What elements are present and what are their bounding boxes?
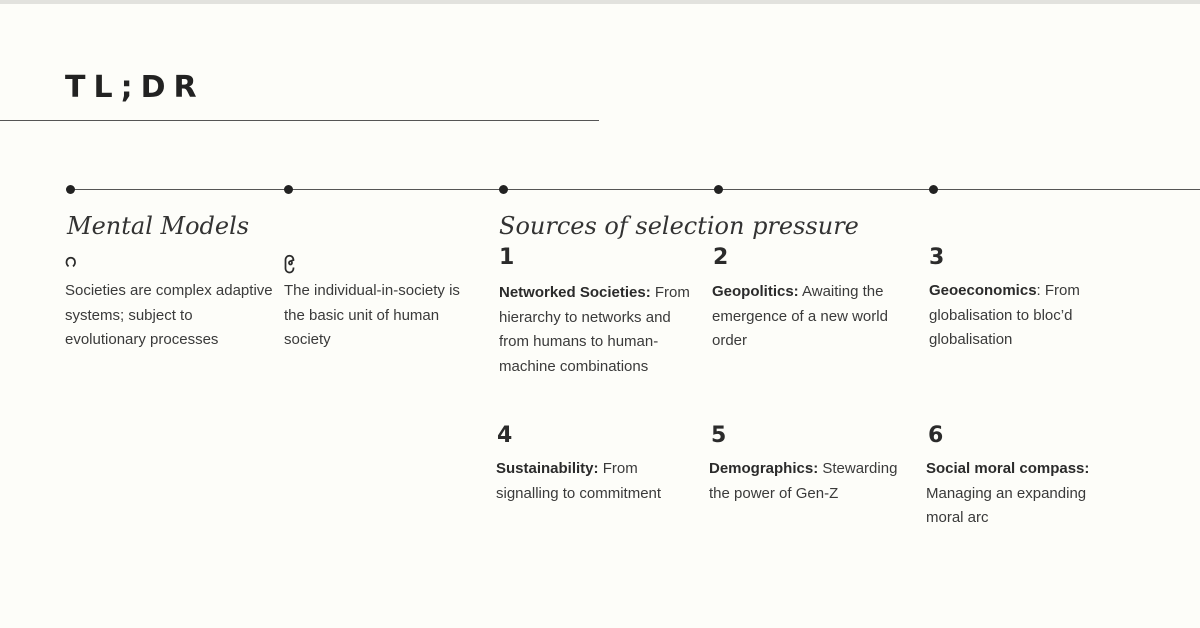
pressure-text: : From globalisation to bloc’d globalisation — [929, 282, 1080, 348]
pressure-text: From hierarchy to networks and from humans to human-machine combinations — [499, 284, 690, 375]
pressure-label: Geopolitics: — [712, 283, 799, 300]
pressure-item — [499, 281, 699, 379]
mental-model-marker: ၉ — [284, 245, 296, 269]
pressure-number: 5 — [711, 423, 727, 448]
pressure-number: 3 — [929, 245, 945, 270]
selection-pressure-heading: Sources of selection pressure — [499, 212, 859, 240]
timeline-dot — [284, 185, 293, 194]
pressure-number: 2 — [713, 245, 729, 270]
timeline-dot — [929, 185, 938, 194]
pressure-item — [926, 457, 1116, 531]
timeline-dot — [499, 185, 508, 194]
timeline-dot — [66, 185, 75, 194]
page-title: TL;DR — [65, 70, 205, 105]
pressure-item — [712, 280, 907, 354]
top-border — [0, 0, 1200, 4]
pressure-number: 4 — [497, 423, 513, 448]
pressure-item — [929, 279, 1119, 353]
pressure-label: Demographics: — [709, 460, 819, 477]
pressure-label: Geoeconomics — [929, 282, 1037, 299]
mental-model-text: The individual-in-society is the basic unit of human society — [284, 282, 460, 348]
mental-model-text: Societies are complex adaptive systems; subject to evolutionary processes — [65, 282, 273, 348]
mental-model-marker: ဂ — [65, 247, 77, 271]
pressure-label: Sustainability: — [496, 460, 599, 477]
pressure-text: Stewarding the power of Gen-Z — [709, 460, 898, 502]
pressure-text: Managing an expanding moral arc — [926, 484, 1087, 526]
pressure-number: 6 — [928, 423, 944, 448]
pressure-label: Social moral compass: — [926, 460, 1090, 477]
timeline-line — [70, 189, 1200, 190]
pressure-text: Awaiting the emergence of a new world order — [712, 283, 888, 349]
title-underline — [0, 120, 599, 121]
pressure-text: From signalling to commitment — [496, 460, 662, 502]
pressure-item — [496, 457, 696, 506]
mental-models-heading: Mental Models — [67, 212, 250, 240]
pressure-label: Networked Societies: — [499, 284, 651, 301]
timeline-dot — [714, 185, 723, 194]
pressure-item — [709, 457, 909, 506]
pressure-number: 1 — [499, 245, 515, 270]
